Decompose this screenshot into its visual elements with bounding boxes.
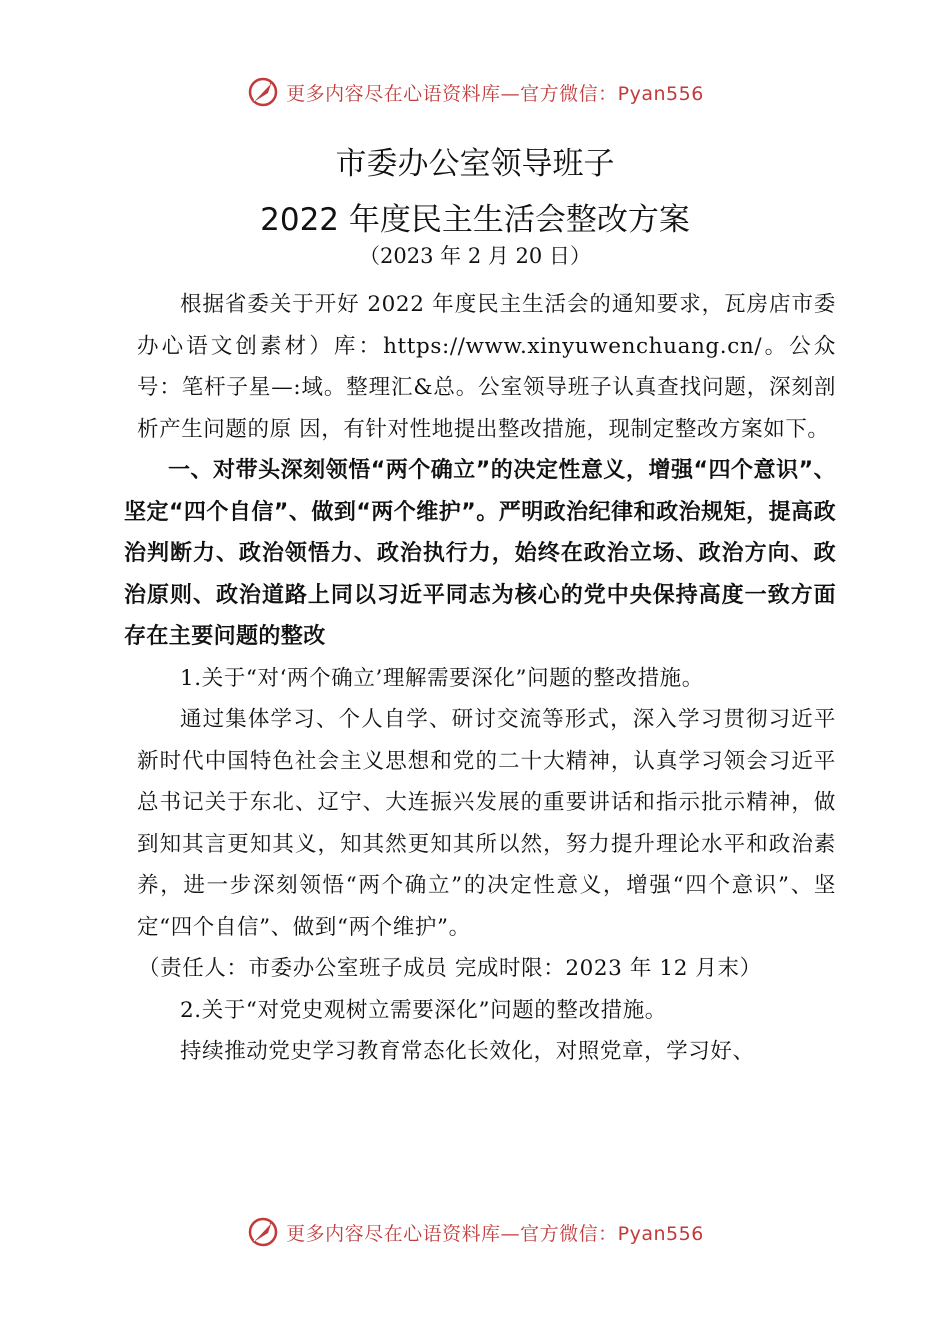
feather-seal-icon [246,1215,280,1249]
document-date: （2023 年 2 月 20 日） [359,244,591,268]
item2-title: 2.关于“对党史观树立需要深化”问题的整改措施。 [180,997,667,1023]
section1-heading: 一、对带头深刻领悟“两个确立”的决定性意义，增强“四个意识”、坚定“四个自信”、做到“两个维护”。严明政治纪律和政治规矩，提高政治判断力、政治领悟力、政治执行力，始终在政治立场、政治方向、政治原则、政治道路上同以习近平同志为核心的党中央保持高度一致方面存在主要问题的整改 [124,458,836,649]
feather-seal-icon [246,75,280,109]
footer-watermark-banner [0,1212,950,1252]
banner-text: 更多内容尽在心语资料库—官方微信：Pyan556 [286,82,704,105]
banner-handle: Pyan556 [617,1222,704,1245]
item1-title: 1.关于“对‘两个确立’理解需要深化”问题的整改措施。 [180,665,704,691]
banner-handle: Pyan556 [617,82,704,105]
document-body [124,284,836,1073]
document-title-line2: 2022 年度民主生活会整改方案 [260,202,690,238]
item1-responsibility: （责任人：市委办公室班子成员 完成时限：2023 年 12 月末） [138,956,762,981]
item1-body: 通过集体学习、个人自学、研讨交流等形式，深入学习贯彻习近平新时代中国特色社会主义思想和党的二十大精神，认真学习领会习近平总书记关于东北、辽宁、大连振兴发展的重要讲话和指示批示精神，做到知其言更知其义，知其然更知其所以然，努力提升理论水平和政治素养，进一步深刻领悟“两个确立”的决定性意义，增强“四个意识”、坚定“四个自信”、做到“两个维护”。 [137,707,836,940]
banner-text: 更多内容尽在心语资料库—官方微信：Pyan556 [286,1222,704,1245]
document-title-line1: 市委办公室领导班子 [335,146,615,182]
item2-body: 持续推动党史学习教育常态化长效化，对照党章，学习好、 [180,1039,755,1064]
header-watermark-banner [0,72,950,112]
intro-paragraph: 根据省委关于开好 2022 年度民主生活会的通知要求，瓦房店市委办心语文创素材）库：https://www.xinyuwenchuang.cn/。公众号：笔杆子星—:域。整理汇&总。公室领导班子认真查找问题，深刻剖析产生问题的原 因，有针对性地提出整改措施，现制定整改方案如下。 [137,292,836,442]
